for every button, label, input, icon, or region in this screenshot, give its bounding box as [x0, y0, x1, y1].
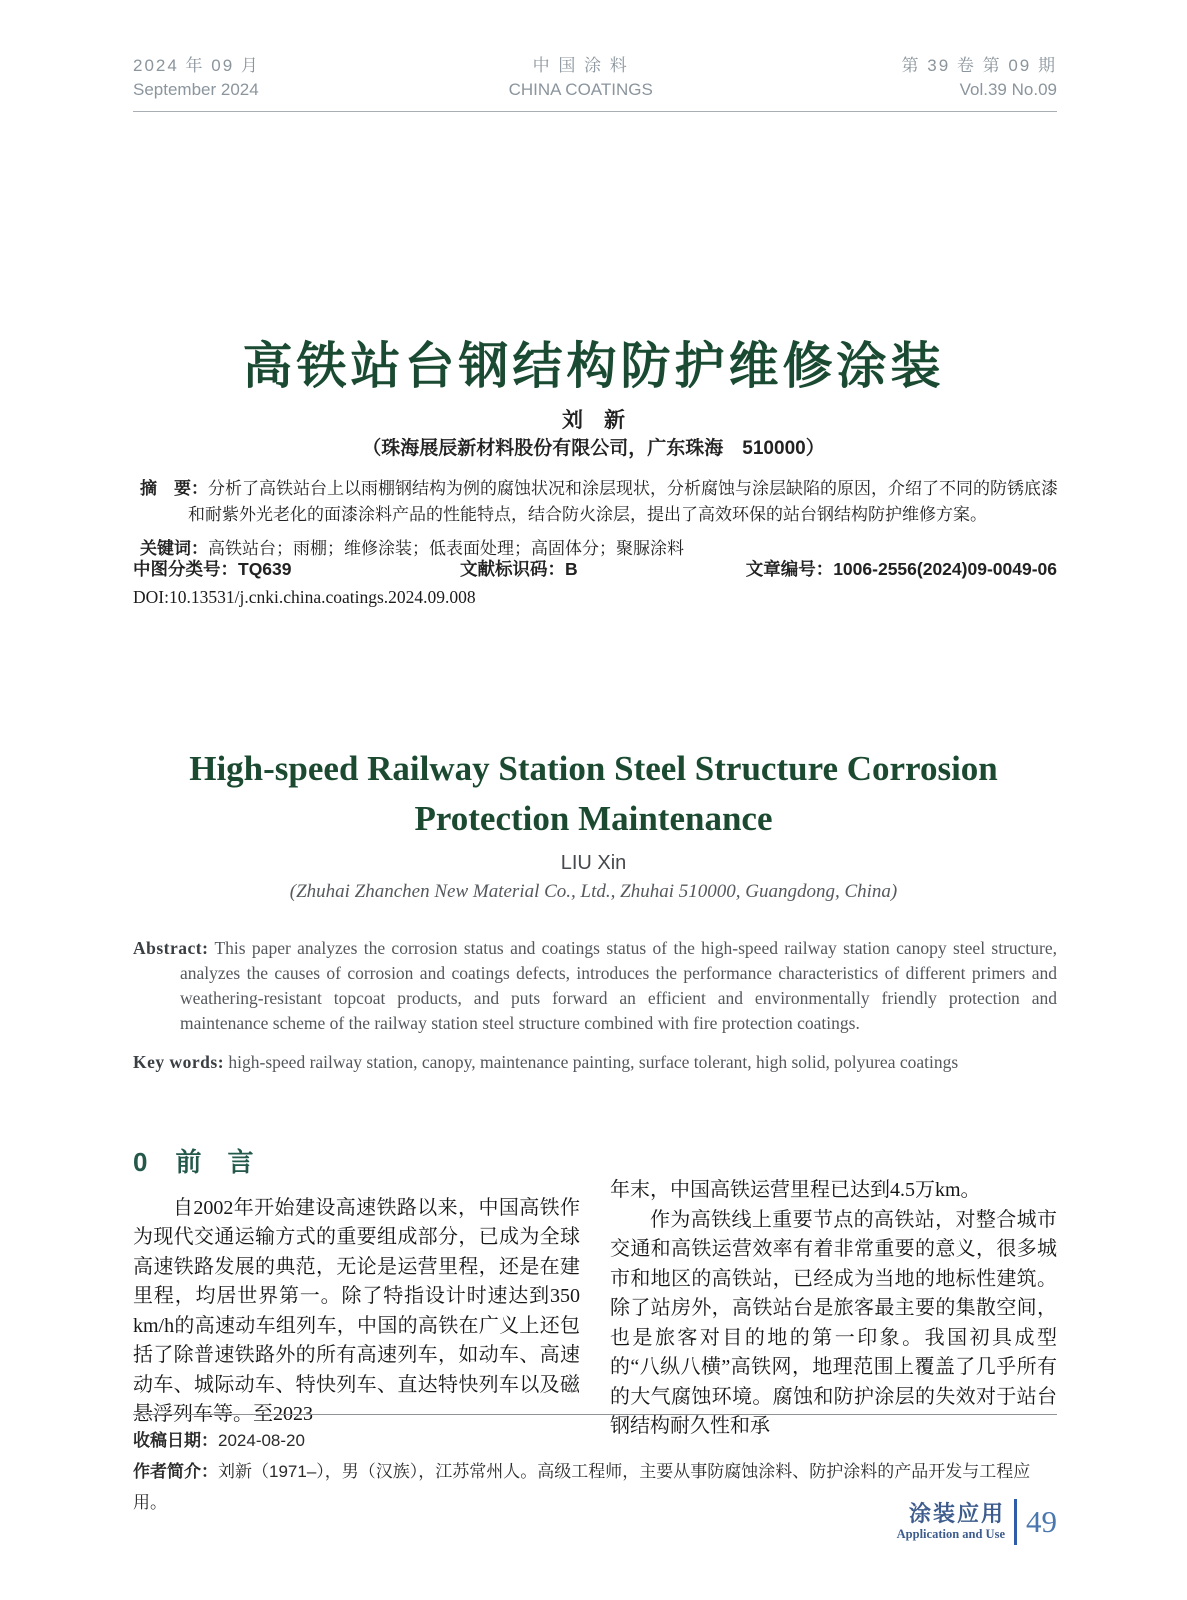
section-number: 0	[133, 1147, 148, 1177]
keywords-text-cn: 高铁站台；雨棚；维修涂装；低表面处理；高固体分；聚脲涂料	[208, 539, 684, 558]
article-title-en-line1: High-speed Railway Station Steel Structure Corrosion	[189, 749, 998, 788]
abstract-en	[133, 936, 1057, 1036]
section-title: 前 言	[175, 1147, 254, 1177]
classification-row	[133, 556, 1057, 582]
affiliation-en: (Zhuhai Zhanchen New Material Co., Ltd., Zhuhai 510000, Guangdong, China)	[289, 881, 898, 902]
page-marker	[897, 1499, 1057, 1545]
page-marker-divider	[1014, 1499, 1017, 1545]
body-column-right	[610, 1148, 1057, 1442]
header-journal	[509, 54, 653, 102]
received-date-label: 收稿日期：	[133, 1431, 218, 1450]
header-date-cn: 2024 年 09 月	[133, 56, 260, 75]
received-date-note	[133, 1425, 1057, 1456]
clc-value: TQ639	[238, 559, 292, 579]
clc-number	[133, 556, 292, 581]
body-paragraph: 作为高铁线上重要节点的高铁站，对整合城市交通和高铁运营效率有着非常重要的意义，很多城市和地区的高铁站，已经成为当地的地标性建筑。除了站房外，高铁站台是旅客最主要的集散空间，也是旅客对目的地的第一印象。我国初具成型的“八纵八横”高铁网，地理范围上覆盖了几乎所有的大气腐蚀环境。腐蚀和防护涂层的失效对于站台钢结构耐久性和承	[610, 1208, 1057, 1437]
column-name	[897, 1502, 1005, 1542]
abstract-cn	[140, 476, 1060, 528]
article-title-en	[0, 744, 1187, 844]
doc-code-label: 文献标识码：	[460, 559, 565, 579]
doc-code-value: B	[565, 559, 578, 579]
abstract-en-block	[133, 936, 1057, 1075]
header-issue-cn: 第 39 卷 第 09 期	[901, 56, 1057, 75]
keywords-text-en: high-speed railway station, canopy, maintenance painting, surface tolerant, high solid, polyurea coatings	[228, 1052, 959, 1072]
column-name-en: Application and Use	[896, 1527, 1005, 1541]
document-code	[460, 556, 578, 581]
page-header	[133, 54, 1057, 112]
header-journal-en: CHINA COATINGS	[508, 80, 653, 99]
abstract-cn-block	[140, 476, 1060, 562]
keywords-label-en: Key words:	[133, 1052, 225, 1072]
article-id	[746, 556, 1057, 581]
page-number: 49	[1026, 1504, 1057, 1539]
article-id-value: 1006-2556(2024)09-0049-06	[833, 559, 1057, 579]
author-bio-label: 作者简介：	[133, 1462, 218, 1481]
header-journal-cn: 中 国 涂 料	[532, 56, 629, 75]
keywords-label-cn: 关键词：	[140, 539, 208, 558]
header-date	[133, 54, 260, 102]
abstract-text-en: This paper analyzes the corrosion status and coatings status of the high-speed railway station canopy steel structure, analyzes the causes of corrosion and coatings defects, introduces the performance characteristics of different primers and weathering-resistant topcoat products, and puts forward an efficient and environmentally friendly protection and maintenance scheme of the railway station steel structure combined with fire protection coatings.	[180, 938, 1057, 1033]
keywords-en	[133, 1050, 1057, 1075]
author-bio-value: 刘新（1971–），男（汉族），江苏常州人。高级工程师，主要从事防腐蚀涂料、防护涂料的产品开发与工程应用。	[133, 1462, 1031, 1512]
header-issue-en: Vol.39 No.09	[959, 80, 1057, 99]
author-name-cn: 刘 新	[562, 409, 625, 432]
header-date-en: September 2024	[133, 80, 259, 99]
article-id-label: 文章编号：	[745, 559, 834, 579]
abstract-text-cn: 分析了高铁站台上以雨棚钢结构为例的腐蚀状况和涂层现状，分析腐蚀与涂层缺陷的原因，介绍了不同的防锈底漆和耐紫外光老化的面漆涂料产品的性能特点，结合防火涂层，提出了高效环保的站台钢结构防护维修方案。	[188, 479, 1058, 524]
section-heading-0	[133, 1148, 580, 1178]
abstract-label-en: Abstract:	[133, 938, 209, 958]
body-paragraph: 年末，中国高铁运营里程已达到4.5万km。	[610, 1179, 981, 1201]
article-title-en-line2: Protection Maintenance	[414, 799, 773, 838]
doi: DOI:10.13531/j.cnki.china.coatings.2024.09.008	[133, 587, 476, 607]
affiliation-cn: （珠海展辰新材料股份有限公司，广东珠海 510000）	[362, 438, 825, 459]
author-name-en: LIU Xin	[560, 852, 627, 874]
column-name-cn: 涂装应用	[908, 1501, 1005, 1526]
body-columns	[133, 1148, 1057, 1442]
abstract-label-cn: 摘 要：	[140, 479, 208, 498]
header-issue	[902, 54, 1057, 102]
clc-label: 中图分类号：	[133, 559, 238, 579]
article-title-cn: 高铁站台钢结构防护维修涂装	[242, 338, 945, 394]
body-paragraph: 自2002年开始建设高速铁路以来，中国高铁作为现代交通运输方式的重要组成部分，已成为全球高速铁路发展的典范，无论是运营里程，还是在建里程，均居世界第一。除了特指设计时速达到350 km/h的高速动车组列车，中国的高铁在广义上还包括了除普速铁路外的所有高速列车，如动车、高速动车、城际动车、特快列车、直达特快列车以及磁悬浮列车等。至2023	[133, 1196, 580, 1425]
received-date-value: 2024-08-20	[218, 1431, 305, 1450]
body-column-left	[133, 1148, 580, 1442]
